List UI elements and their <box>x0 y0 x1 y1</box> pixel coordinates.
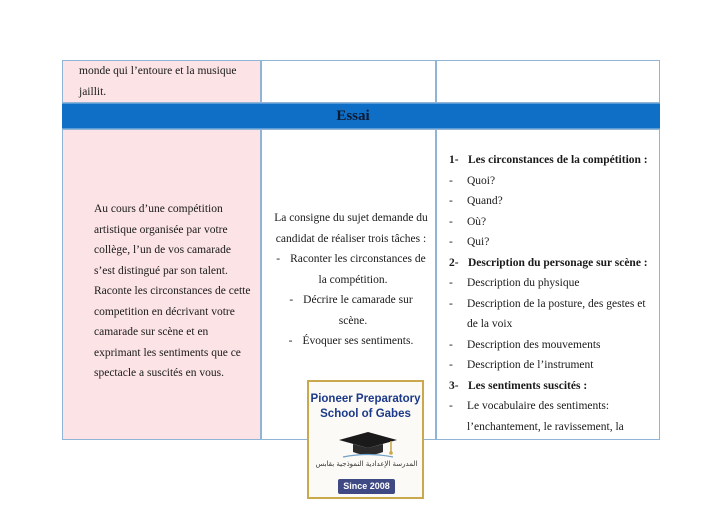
analysis-text <box>264 208 438 352</box>
logo-line: Pioneer Preparatory <box>310 393 421 405</box>
text-line: monde qui l’entoure et la musique <box>79 65 237 77</box>
subject-line: exprimant les sentiments que ce <box>94 346 241 359</box>
bullet-dash: - <box>449 215 453 228</box>
subject-line: camarade sur scène et en <box>94 326 209 338</box>
top-left-text <box>79 61 257 102</box>
logo-title <box>309 392 422 422</box>
section-title: Les sentiments suscités : <box>468 379 588 392</box>
top-right-cell <box>436 60 660 103</box>
plan-item-text: Description du physique <box>467 277 580 289</box>
subject-text <box>94 199 264 384</box>
plan-item-text: Quoi? <box>467 174 496 187</box>
plan-item <box>449 232 663 253</box>
plan-text <box>449 150 663 437</box>
plan-section-heading <box>449 253 663 274</box>
since-badge: Since 2008 <box>338 479 395 494</box>
section-title: Essai <box>336 107 370 124</box>
plan-item <box>449 212 663 233</box>
bullet-dash: - <box>289 294 294 306</box>
bullet-dash: - <box>449 195 453 207</box>
bullet-dash: - <box>449 277 453 289</box>
plan-item-continuation: de la voix <box>467 318 513 330</box>
bullet-dash: - <box>276 253 281 265</box>
subject-line: Raconte les circonstances de cette <box>94 285 251 297</box>
plan-item-text: Description des mouvements <box>467 338 601 351</box>
logo-arabic-text: المدرسة الإعدادية النموذجية بقابس <box>315 460 418 468</box>
task-item <box>264 290 438 311</box>
bullet-dash: - <box>449 338 453 351</box>
intro-line: candidat de réaliser trois tâches : <box>275 232 427 245</box>
plan-item <box>449 335 663 356</box>
plan-item-text: Description de la posture, des gestes et <box>467 297 646 310</box>
logo-line: School of Gabes <box>320 408 411 420</box>
plan-item <box>449 396 663 417</box>
task-item <box>264 249 438 270</box>
task-continuation: la compétition. <box>318 273 388 286</box>
graduation-cap-icon <box>335 430 401 460</box>
plan-section-heading <box>449 376 663 397</box>
plan-item-continuation: l’enchantement, le ravissement, la <box>467 420 624 433</box>
subject-line: Au cours d’une compétition <box>94 203 223 215</box>
top-middle-cell <box>261 60 436 103</box>
plan-item-text: Quand? <box>467 195 503 207</box>
task-text: Évoquer ses sentiments. <box>302 335 414 347</box>
plan-item-text: Où? <box>467 215 487 228</box>
bullet-dash: - <box>449 297 453 310</box>
subject-line: spectacle a suscités en vous. <box>94 367 224 379</box>
plan-item <box>449 273 663 294</box>
bullet-dash: - <box>288 335 293 347</box>
intro-line: La consigne du sujet demande du <box>274 212 428 224</box>
subject-line: artistique organisée par votre <box>94 223 228 236</box>
plan-item <box>449 191 663 212</box>
section-number: 2- <box>449 256 459 269</box>
bullet-dash: - <box>449 400 453 412</box>
task-item <box>264 331 438 352</box>
plan-item <box>449 294 663 315</box>
task-text: Raconter les circonstances de <box>290 253 426 265</box>
task-continuation: scène. <box>338 314 368 327</box>
plan-item <box>449 171 663 192</box>
section-title: Description du personage sur scène : <box>468 256 648 269</box>
bullet-dash: - <box>449 174 453 187</box>
school-logo <box>307 380 424 499</box>
bullet-dash: - <box>449 236 453 248</box>
section-number: 1- <box>449 154 459 166</box>
section-title: Les circonstances de la compétition : <box>468 154 648 166</box>
plan-item <box>449 355 663 376</box>
plan-item-text: Description de l’instrument <box>467 359 594 371</box>
plan-section-heading <box>449 150 663 171</box>
section-header-band <box>62 103 660 129</box>
text-line: jaillit. <box>79 85 107 98</box>
bullet-dash: - <box>449 359 453 371</box>
section-number: 3- <box>449 379 459 392</box>
task-text: Décrire le camarade sur <box>303 294 413 306</box>
plan-item-text: Le vocabulaire des sentiments: <box>467 400 610 412</box>
subject-line: competition en décrivant votre <box>94 305 235 318</box>
subject-line: s’est distingué par son talent. <box>94 264 228 277</box>
subject-line: collège, l’un de vos camarade <box>94 244 231 256</box>
plan-item-text: Qui? <box>467 236 490 248</box>
